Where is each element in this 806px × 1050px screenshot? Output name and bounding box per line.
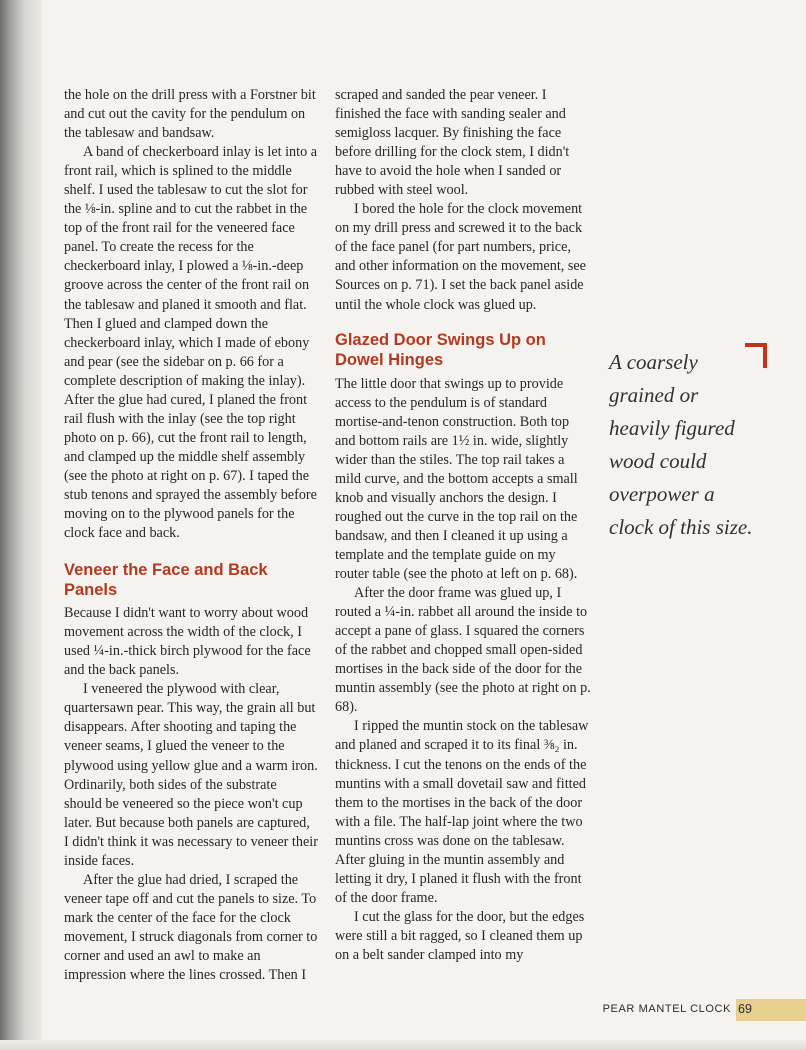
running-title: PEAR MANTEL CLOCK — [602, 1003, 731, 1015]
paragraph: I ripped the muntin stock on the tablesaw and planed and scraped it to its final ⅜₂ in. thickness. I cut the tenons on the ends of the muntins with a small dovetail saw and fitted them to the mortises in the back of the door with a file. The half-lap joint where the two muntins cross was done on the tablesaw. After gluing in the muntin assembly and letting it dry, I planed it flush with the front of the door frame. — [335, 718, 589, 906]
paragraph: A band of checkerboard inlay is let into a front rail, which is splined to the middle shelf. I used the tablesaw to cut the slot for the ⅛-in. spline and to cut the rabbet in the top of the front rail for the veneered face panel. To create the recess for the checkerboard inlay, I plowed a ⅛-in.-deep groove across the center of the front rail on the tablesaw and planed it smooth and flat. Then I glued and clamped down the checkerboard inlay, which I made of ebony and pear (see the sidebar on p. 66 for a complete description of making the inlay). After the glue had cured, I planed the front rail flush with the inlay (see the top right photo on p. 66), cut the front rail to length, and clamped up the middle shelf assembly (see the photo at right on p. 67). I taped the stub tenons and sprayed the assembly before moving on to the plywood panels for the clock face and back. — [64, 144, 318, 542]
paragraph: After the glue had dried, I scraped the veneer tape off and cut the panels to size. To mark the center of the face for the clock movement, I struck diagonals from corner to corner and used an awl to make an impression where the lines crossed. Then I — [64, 871, 318, 984]
paragraph: I veneered the plywood with clear, quartersawn pear. This way, the grain all but disappears. After shooting and taping the veneer seams, I glued the veneer to the plywood using yellow glue and a warm iron. Ordinarily, both sides of the substrate should be veneered so the piece won't cup later. But because both panels are captured, I didn't think it was necessary to veneer their inside faces. — [64, 681, 318, 869]
text-column-right — [335, 86, 591, 965]
page-number: 69 — [738, 1002, 752, 1016]
paragraph: scraped and sanded the pear veneer. I finished the face with sanding sealer and semigloss lacquer. By finishing the face before drilling for the clock stem, I didn't have to avoid the hole when I sanded or rubbed with steel wool. — [335, 87, 570, 199]
paragraph: the hole on the drill press with a Forstner bit and cut out the cavity for the pendulum on the tablesaw and bandsaw. — [64, 87, 316, 142]
pull-quote: A coarsely grained or heavily figured wood could overpower a clock of this size. — [609, 350, 753, 539]
book-spine-shadow — [0, 0, 42, 1050]
paragraph: After the door frame was glued up, I routed a ¼-in. rabbet all around the inside to accept a pane of glass. I squared the corners of the rabbet and chopped small open-sided mortises in the back side of the door for the muntin assembly (see the photo at right on p. 68). — [335, 585, 591, 716]
page-bottom-edge — [0, 1040, 806, 1050]
section-heading: Glazed Door Swings Up on Dowel Hinges — [335, 330, 546, 369]
page-footer — [596, 999, 806, 1021]
paragraph: Because I didn't want to worry about wood movement across the width of the clock, I used ¼-in.-thick birch plywood for the face and the back panels. — [64, 605, 311, 679]
paragraph: I cut the glass for the door, but the edges were still a bit ragged, so I cleaned them up on a belt sander clamped into my — [335, 908, 585, 963]
paragraph: I bored the hole for the clock movement on my drill press and screwed it to the back of the face panel (for part numbers, price, and other information on the movement, see Sources on p. 71). I set the back panel aside until the whole clock was glued up. — [335, 201, 586, 313]
section-heading: Veneer the Face and Back Panels — [64, 561, 268, 600]
text-column-left — [64, 86, 318, 985]
paragraph: The little door that swings up to provide access to the pendulum is of standard mortise-and-tenon construction. Both top and bottom rails are 1½ in. wide, slightly wider than the stiles. The top rail takes a mild curve, and the bottom accepts a small knob and visually anchors the design. I roughed out the curve in the top rail on the bandsaw, and then I cleaned it up using a template and the template guide on my router table (see the photo at left on p. 68). — [335, 375, 578, 583]
